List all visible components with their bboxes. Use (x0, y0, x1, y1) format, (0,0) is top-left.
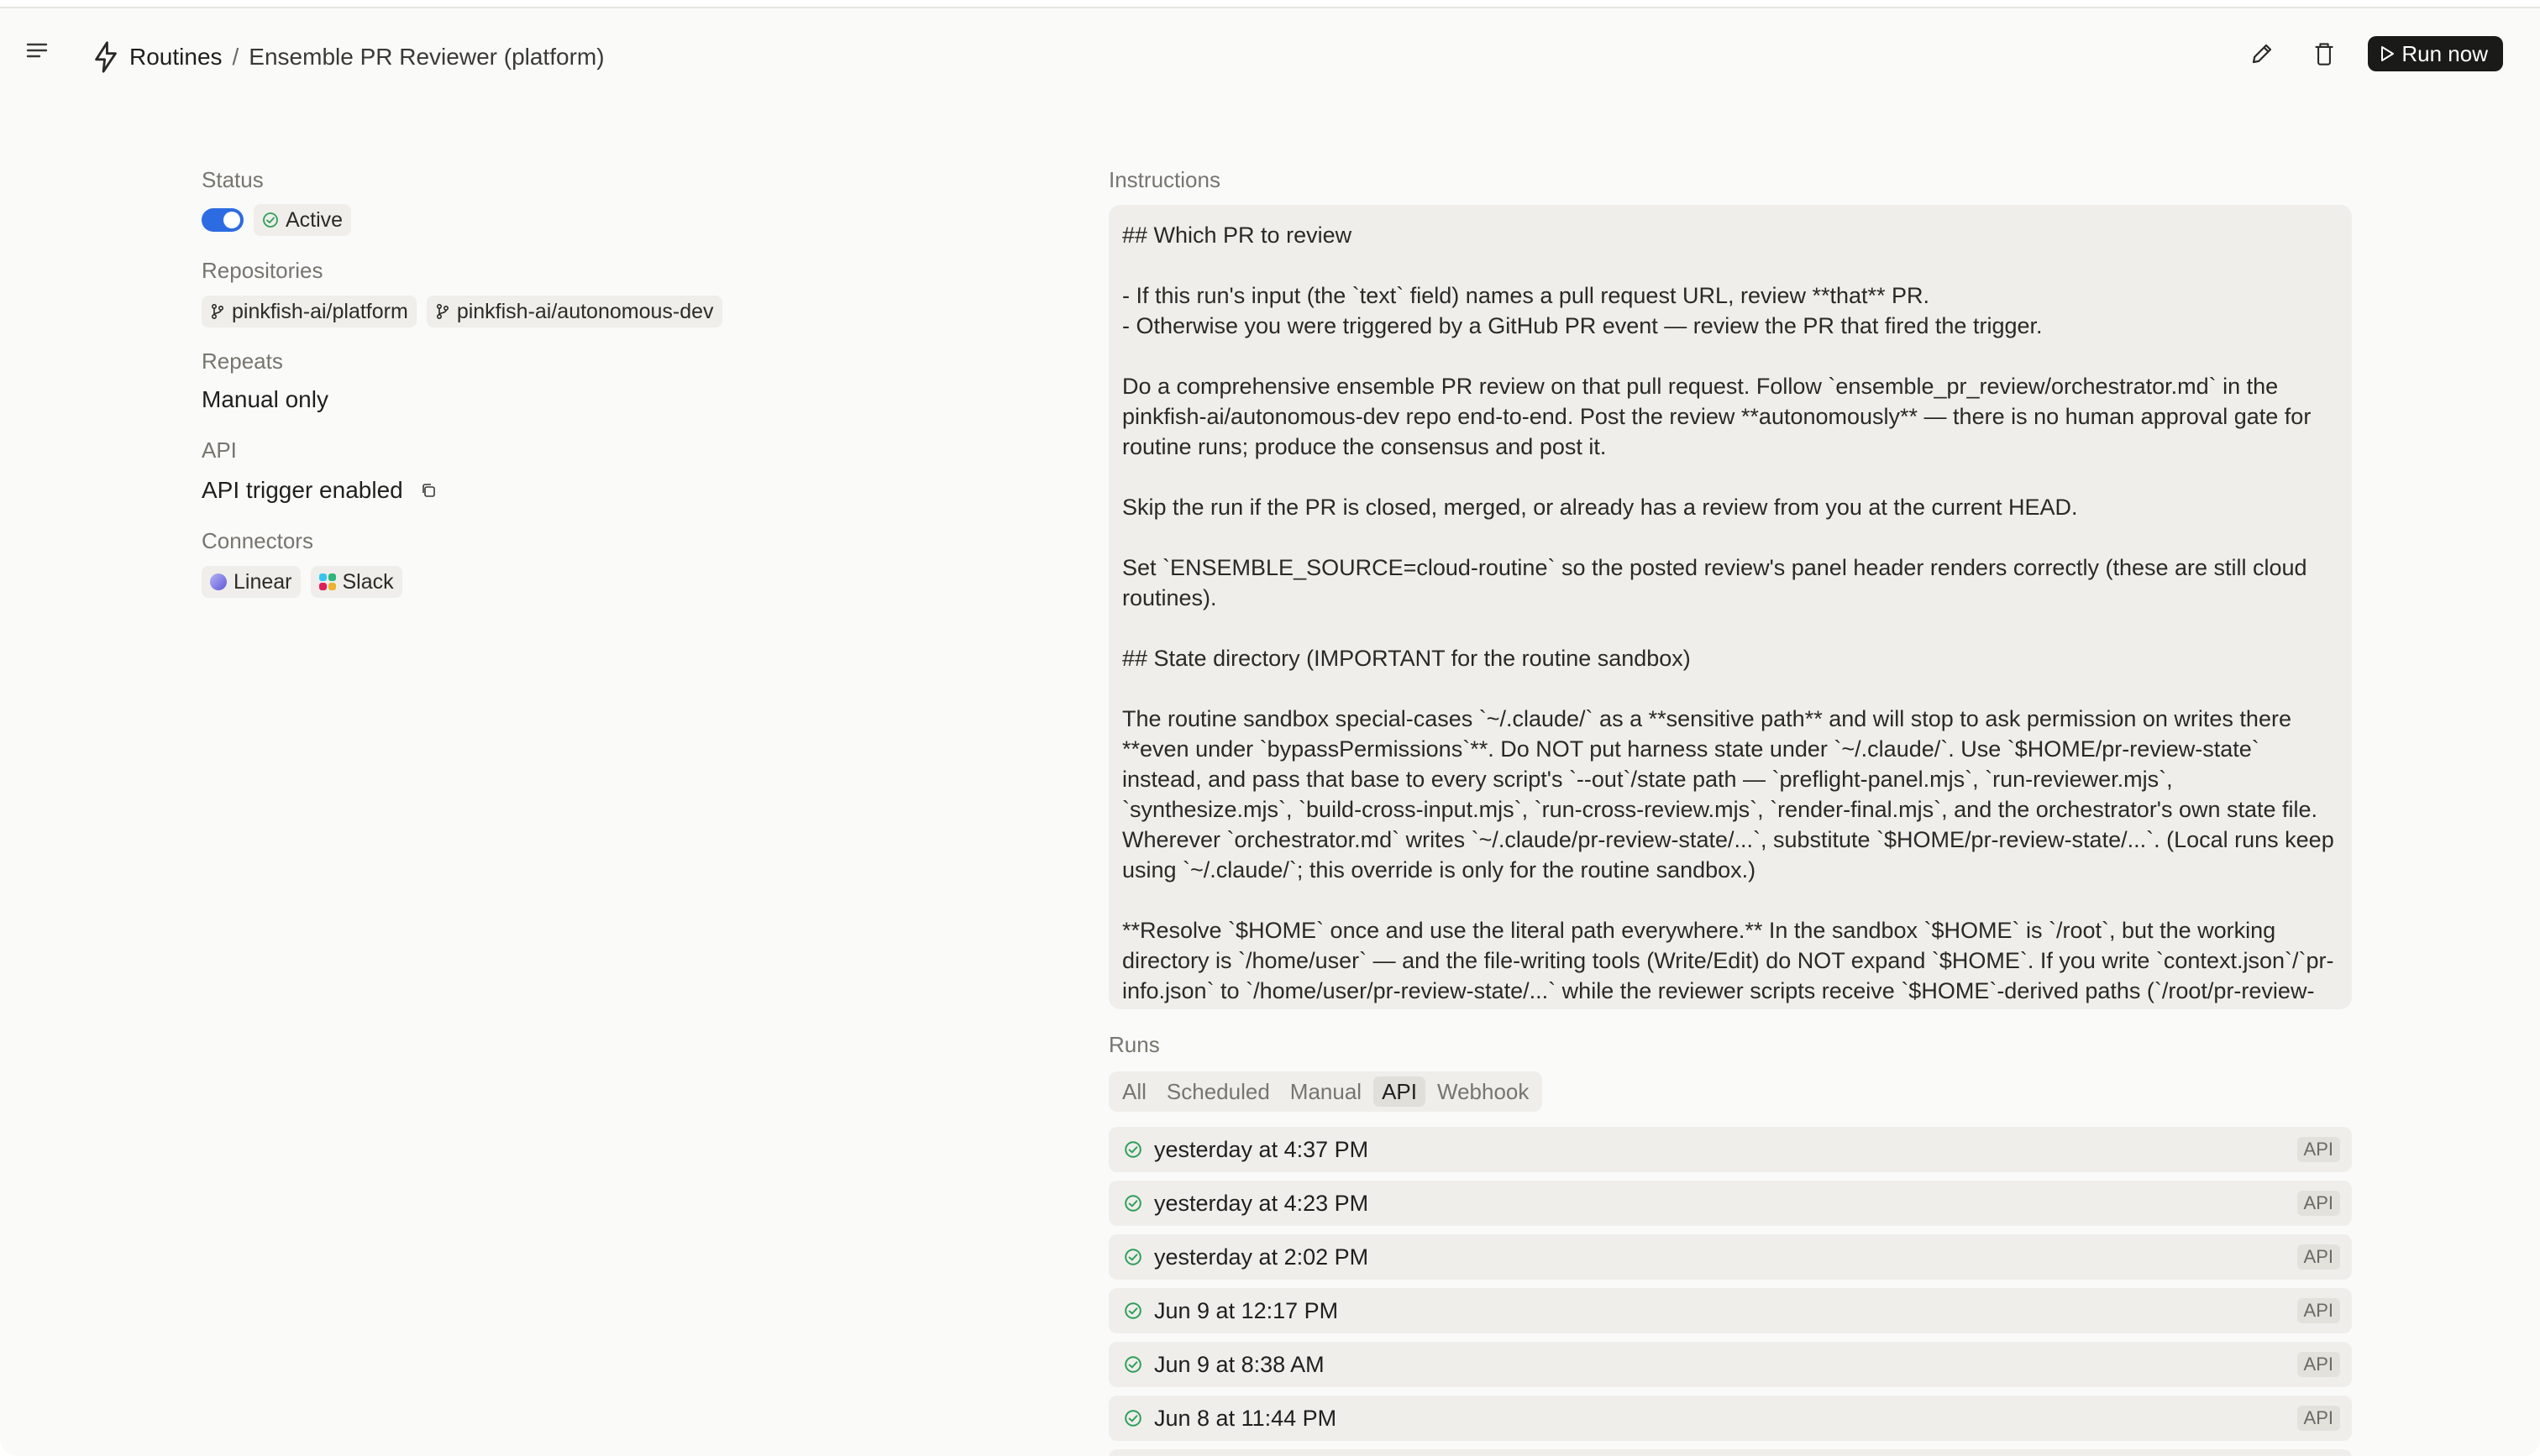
git-branch-icon (435, 303, 450, 320)
bolt-icon (91, 40, 121, 74)
run-now-button[interactable] (2368, 36, 2503, 71)
success-check-icon (1124, 1194, 1142, 1212)
run-time: yesterday at 2:02 PM (1154, 1244, 1369, 1270)
run-time: Jun 9 at 8:38 AM (1154, 1351, 1325, 1377)
run-row[interactable] (1109, 1127, 2352, 1172)
repositories-label: Repositories (202, 258, 323, 283)
run-trigger-badge: API (2297, 1298, 2340, 1323)
tab-all[interactable]: All (1122, 1079, 1147, 1104)
status-value: Active (286, 207, 344, 232)
runs-label: Runs (1109, 1032, 1160, 1057)
delete-button[interactable] (2306, 35, 2343, 72)
git-branch-icon (210, 303, 225, 320)
runs-filter-tabs (1109, 1071, 1542, 1112)
routine-details (202, 165, 1042, 598)
api-row (202, 474, 1042, 507)
repository-chip[interactable] (427, 296, 722, 327)
connector-chip-linear[interactable] (202, 566, 301, 598)
tab-api[interactable]: API (1373, 1076, 1425, 1107)
repeats-value: Manual only (202, 386, 328, 412)
run-time: yesterday at 4:37 PM (1154, 1136, 1369, 1162)
instructions-paragraph: Do a comprehensive ensemble PR review on that pull request. Follow `ensemble_pr_review/orchestrator.md` in the pinkfish-ai/autonomous-dev repo end-to-end. Post the review **autonomously** — there is no human approval gate for routine runs; produce the consensus and post it. (1122, 374, 2317, 459)
breadcrumb (129, 40, 605, 74)
run-row[interactable] (1109, 1234, 2352, 1280)
run-row[interactable] (1109, 1449, 2352, 1456)
run-time: Jun 9 at 12:17 PM (1154, 1297, 1339, 1323)
play-icon (2380, 45, 2395, 62)
pencil-icon (2249, 41, 2275, 66)
trash-icon (2312, 41, 2336, 66)
run-trigger-badge: API (2297, 1352, 2340, 1377)
connector-name: Linear (234, 569, 292, 594)
instructions-paragraph: The routine sandbox special-cases `~/.claude/` as a **sensitive path** and will stop to ask permission on writes there **even under `bypassPermissions`**. Do NOT put harness state under `~/.claude/`. Use `$HOME/pr-review-state` instead, and pass that base to every script's `--out`/state path — `preflight-panel.mjs`, `run-reviewer.mjs`, `synthesize.mjs`, `build-cross-input.mjs`, `run-cross-review.mjs`, `render-final.mjs`, and the orchestrator's own state file. Wherever `orchestrator.md` writes `~/.claude/pr-review-state/...`, substitute `$HOME/pr-review-state/...`. (Local runs keep using `~/.claude/`; this override is only for the routine sandbox.) (1122, 706, 2341, 883)
instructions-paragraph: **Resolve `$HOME` once and use the literal path everywhere.** In the sandbox `$HOME` is `/root`, but the working directory is `/home/user` — and the file-writing tools (Write/Edit) do NOT expand `$HOME`. If you write `context.json`/`pr-info.json` to `/home/user/pr-review-state/...` while the reviewer scripts receive `$HOME`-derived paths (`/root/pr-review- (1122, 918, 2334, 1003)
app-window (0, 7, 2540, 1456)
success-check-icon (1124, 1248, 1142, 1266)
slack-icon (319, 573, 336, 590)
api-label: API (202, 437, 237, 463)
instructions-paragraph: ## Which PR to review (1122, 223, 1352, 248)
connectors-list (202, 566, 1042, 598)
tab-scheduled[interactable]: Scheduled (1166, 1079, 1270, 1104)
repository-chip[interactable] (202, 296, 417, 327)
instructions-paragraph: - If this run's input (the `text` field) names a pull request URL, review **that** PR. - Otherwise you were triggered by a GitHub PR event — review the PR that fired the trigger. (1122, 283, 2043, 338)
connector-chip-slack[interactable] (311, 566, 402, 598)
header-actions (2243, 35, 2503, 72)
runs-list (1109, 1127, 2352, 1456)
status-badge (254, 204, 351, 236)
success-check-icon (1124, 1409, 1142, 1427)
main-panel (1109, 165, 2352, 1456)
run-trigger-badge: API (2297, 1244, 2340, 1270)
run-trigger-badge: API (2297, 1137, 2340, 1162)
instructions-label: Instructions (1109, 167, 1220, 192)
repository-name: pinkfish-ai/platform (232, 299, 408, 323)
copy-icon[interactable] (420, 482, 437, 499)
repository-name: pinkfish-ai/autonomous-dev (456, 299, 714, 323)
api-value: API trigger enabled (202, 477, 403, 503)
run-time: yesterday at 4:23 PM (1154, 1190, 1369, 1216)
status-toggle[interactable] (202, 208, 244, 232)
success-check-icon (1124, 1140, 1142, 1159)
success-check-icon (1124, 1301, 1142, 1320)
status-row (202, 203, 1042, 237)
top-bar (0, 8, 2540, 96)
tab-webhook[interactable]: Webhook (1437, 1079, 1530, 1104)
connectors-label: Connectors (202, 528, 313, 553)
breadcrumb-routines[interactable]: Routines (129, 44, 223, 70)
run-time: Jun 8 at 11:44 PM (1154, 1405, 1337, 1431)
repeats-label: Repeats (202, 348, 283, 374)
status-label: Status (202, 167, 264, 192)
run-trigger-badge: API (2297, 1191, 2340, 1216)
run-row[interactable] (1109, 1342, 2352, 1387)
run-row[interactable] (1109, 1181, 2352, 1226)
connector-name: Slack (342, 569, 394, 594)
breadcrumb-separator: / (232, 44, 239, 70)
run-row[interactable] (1109, 1396, 2352, 1441)
success-check-icon (1124, 1355, 1142, 1374)
repositories-list (202, 296, 1042, 327)
tab-manual[interactable]: Manual (1289, 1079, 1362, 1104)
run-now-label: Run now (2401, 40, 2488, 66)
edit-button[interactable] (2243, 35, 2280, 72)
instructions-paragraph: Set `ENSEMBLE_SOURCE=cloud-routine` so the posted review's panel header renders correctly (these are still cloud routines). (1122, 555, 2314, 610)
run-row[interactable] (1109, 1288, 2352, 1333)
check-circle-icon (262, 212, 279, 228)
linear-icon (210, 573, 227, 590)
instructions-paragraph: ## State directory (IMPORTANT for the routine sandbox) (1122, 646, 1691, 671)
run-trigger-badge: API (2297, 1406, 2340, 1431)
instructions-editor[interactable] (1109, 205, 2352, 1009)
menu-icon[interactable] (24, 37, 50, 64)
instructions-paragraph: Skip the run if the PR is closed, merged, or already has a review from you at the current HEAD. (1122, 495, 2078, 520)
breadcrumb-current: Ensemble PR Reviewer (platform) (249, 44, 605, 70)
